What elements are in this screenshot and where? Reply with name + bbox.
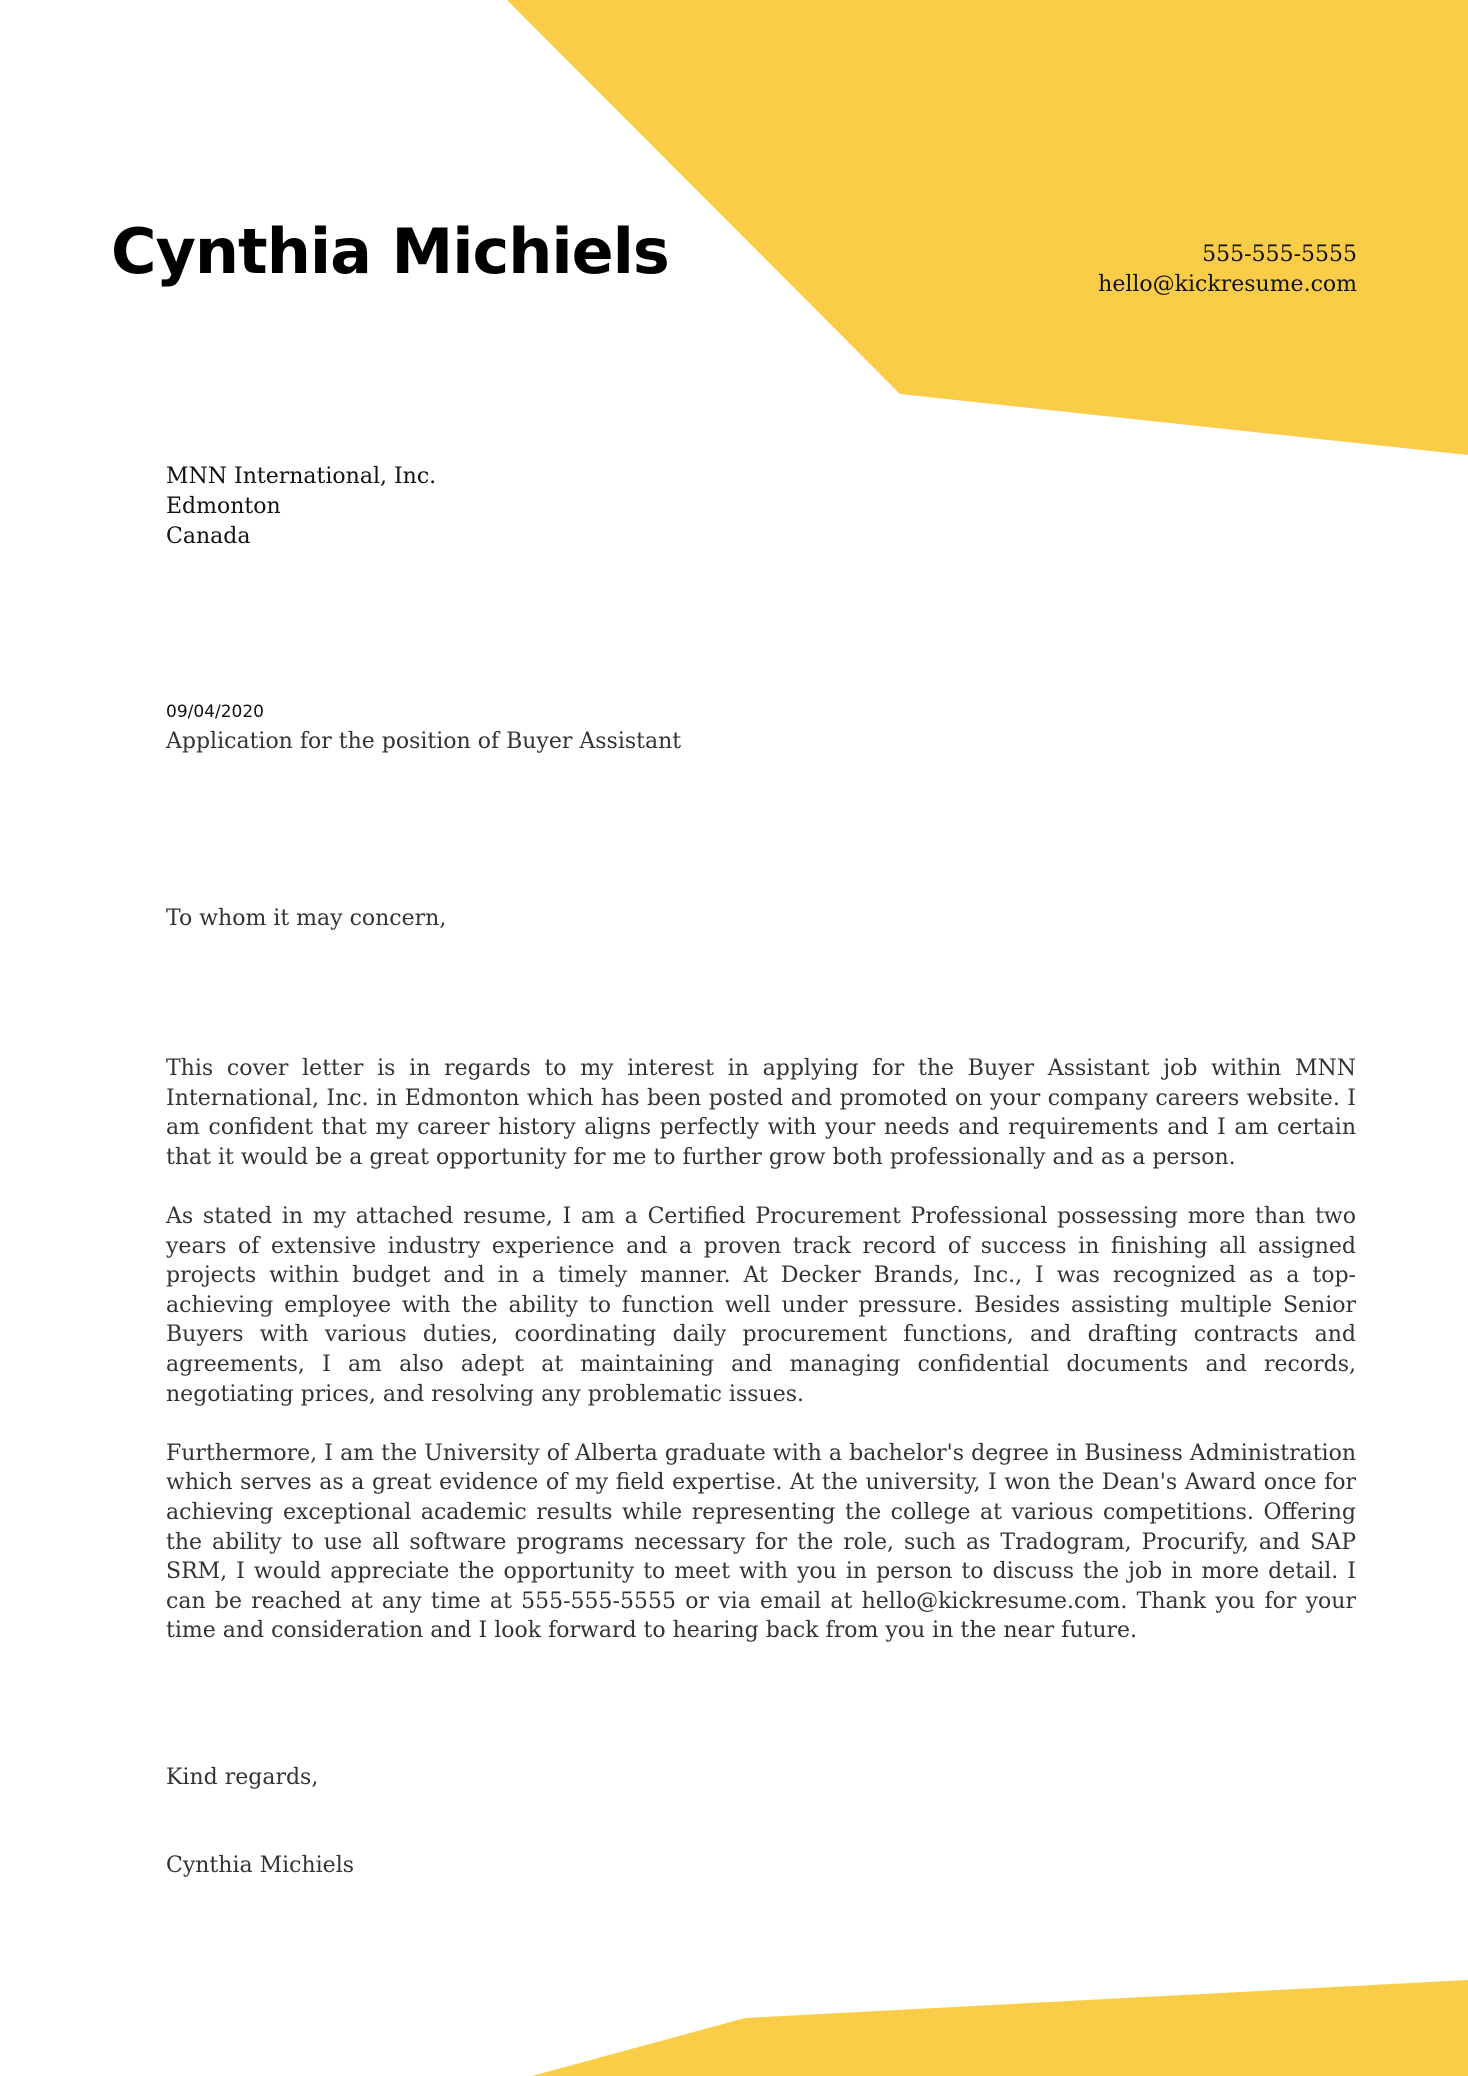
applicant-name: Cynthia Michiels [111,215,669,288]
body-paragraph: Furthermore, I am the University of Alberta graduate with a bachelor's degree in Business Administration which serves as a great evidence of my field expertise. At the university, I won the Dean's Award once for achieving exceptional academic results while representing the college at various competitions. Offering the ability to use all software programs necessary for the role, such as Tradogram, Procurify, and SAP SRM, I would appreciate the opportunity to meet with you in person to discuss the job in more detail. I can be reached at any time at 555-555-5555 or via email at hello@kickresume.com. Thank you for your time and consideration and I look forward to hearing back from you in the near future. [166,1440,1356,1644]
recipient-address [166,462,436,552]
recipient-country: Canada [166,524,251,549]
salutation: To whom it may concern, [166,906,447,931]
body-paragraph: As stated in my attached resume, I am a Certified Procurement Professional possessing more than two years of extensive industry experience and a proven track record of success in finishing all assigned projects within budget and in a timely manner. At Decker Brands, Inc., I was recognized as a top-achieving employee with the ability to function well under pressure. Besides assisting multiple Senior Buyers with various duties, coordinating daily procurement functions, and drafting contracts and agreements, I am also adept at maintaining and managing confidential documents and records, negotiating prices, and resolving any problematic issues. [166,1203,1356,1407]
bottom-accent-shape [532,1980,1468,2076]
body-paragraph: This cover letter is in regards to my interest in applying for the Buyer Assistant job within MNN International, Inc. in Edmonton which has been posted and promoted on your company careers website. I am confident that my career history aligns perfectly with your needs and requirements and I am certain that it would be a great opportunity for me to further grow both professionally and as a person. [166,1056,1356,1170]
recipient-city: Edmonton [166,494,281,519]
email-address: hello@kickresume.com [1098,272,1357,297]
letter-subject: Application for the position of Buyer Assistant [166,729,682,754]
signature: Cynthia Michiels [166,1853,355,1878]
phone-number: 555-555-5555 [1202,242,1357,267]
letter-body [166,1054,1356,1675]
letter-date: 09/04/2020 [166,702,264,722]
recipient-company: MNN International, Inc. [166,464,437,489]
closing: Kind regards, [166,1765,319,1790]
contact-info [1098,240,1357,300]
